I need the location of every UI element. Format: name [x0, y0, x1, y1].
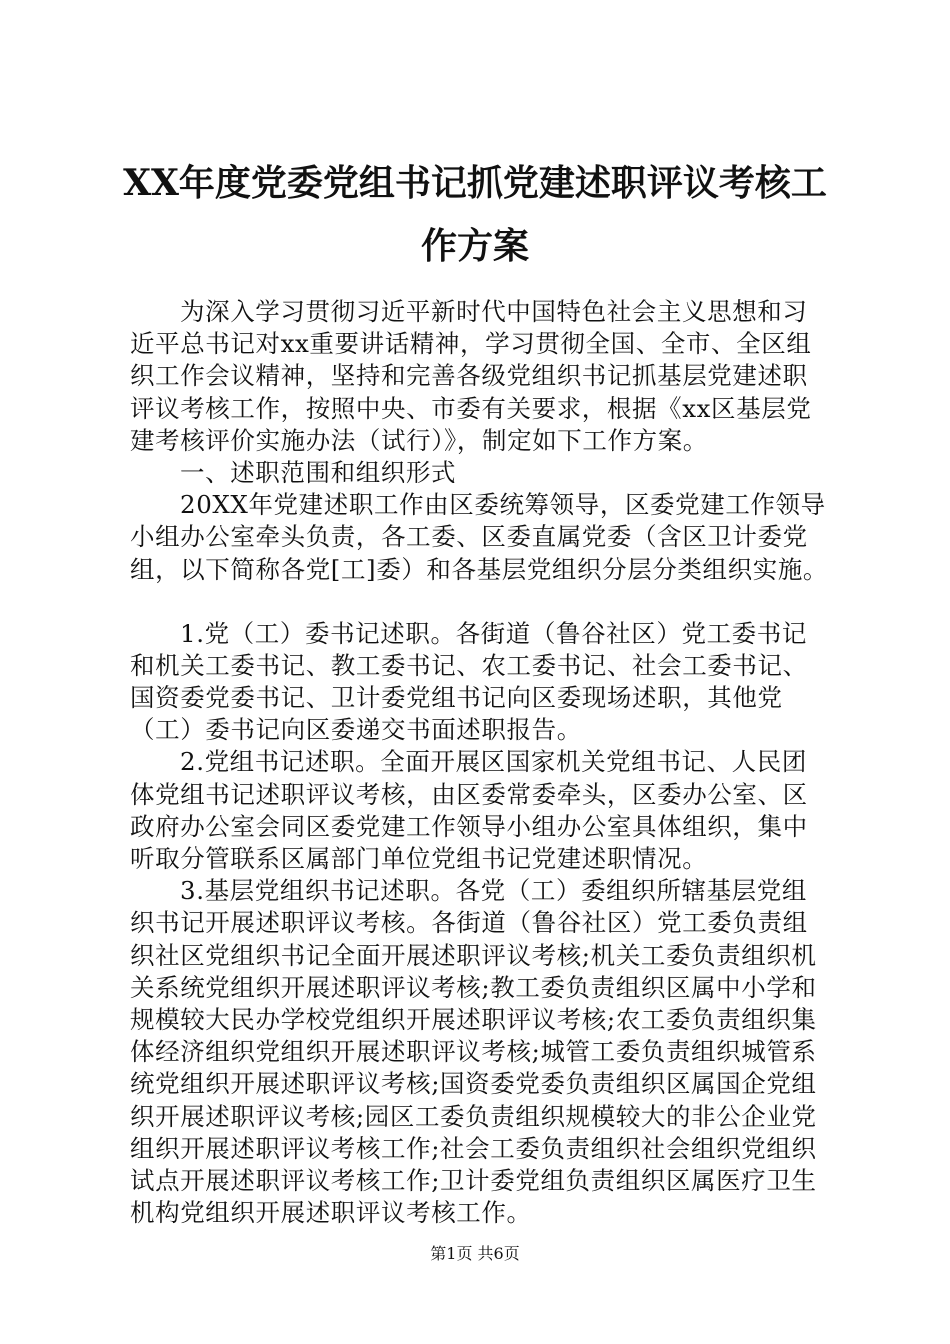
document-title-line-1: XX年度党委党组书记抓党建述职评议考核工 [123, 162, 827, 204]
paragraph-line: 试点开展述职评议考核工作;卫计委党组负责组织区属医疗卫生 [130, 1165, 817, 1195]
paragraph-line: 政府办公室会同区委党建工作领导小组办公室具体组织，集中 [130, 811, 808, 841]
paragraph-line: 20XX年党建述职工作由区委统筹领导，区委党建工作领导 [180, 490, 826, 520]
page-footer: 第1页 共6页 [430, 1244, 520, 1263]
paragraph-line: 组，以下简称各党[工]委）和各基层党组织分层分类组织实施。 [130, 554, 829, 584]
paragraph-line: 关系统党组织开展述职评议考核;教工委负责组织区属中小学和 [130, 972, 817, 1002]
paragraph-line: 织工作会议精神，坚持和完善各级党组织书记抓基层党建述职 [130, 361, 808, 391]
paragraph-line: 组织开展述职评议考核工作;社会工委负责组织社会组织党组织 [130, 1133, 817, 1163]
paragraph-line: 体经济组织党组织开展述职评议考核;城管工委负责组织城管系 [130, 1037, 817, 1067]
paragraph-line: 听取分管联系区属部门单位党组书记党建述职情况。 [130, 844, 708, 873]
document-title-line-2: 作方案 [420, 225, 529, 267]
section-heading: 一、述职范围和组织形式 [180, 457, 457, 487]
paragraph-line: （工）委书记向区委递交书面述职报告。 [130, 715, 582, 745]
paragraph-line: 机构党组织开展述职评议考核工作。 [130, 1198, 532, 1228]
paragraph-line: 小组办公室牵头负责，各工委、区委直属党委（含区卫计委党 [130, 522, 808, 552]
paragraph-line: 织社区党组织书记全面开展述职评议考核;机关工委负责组织机 [130, 940, 817, 970]
paragraph-line: 为深入学习贯彻习近平新时代中国特色社会主义思想和习 [180, 297, 808, 326]
paragraph-line: 织书记开展述职评议考核。各街道（鲁谷社区）党工委负责组 [130, 908, 808, 938]
paragraph-line: 统党组织开展述职评议考核;国资委党委负责组织区属国企党组 [130, 1069, 817, 1099]
paragraph-line: 2.党组书记述职。全面开展区国家机关党组书记、人民团 [180, 747, 807, 777]
document-body [130, 296, 830, 1229]
paragraph-line: 1.党（工）委书记述职。各街道（鲁谷社区）党工委书记 [180, 618, 807, 648]
paragraph-line: 3.基层党组织书记述职。各党（工）委组织所辖基层党组 [180, 876, 807, 906]
paragraph-line: 织开展述职评议考核;园区工委负责组织规模较大的非公企业党 [130, 1101, 817, 1131]
paragraph-line: 和机关工委书记、教工委书记、农工委书记、社会工委书记、 [130, 650, 808, 680]
paragraph-line: 国资委党委书记、卫计委党组书记向区委现场述职，其他党 [130, 683, 783, 713]
paragraph-line: 建考核评价实施办法（试行）》，制定如下工作方案。 [130, 425, 708, 455]
paragraph-line: 近平总书记对xx重要讲话精神，学习贯彻全国、全市、全区组 [130, 329, 812, 359]
paragraph-line: 体党组书记述职评议考核，由区委常委牵头，区委办公室、区 [130, 779, 808, 809]
paragraph-spacer [130, 586, 830, 618]
paragraph-line: 评议考核工作，按照中央、市委有关要求，根据《xx区基层党 [130, 393, 812, 423]
paragraph-line: 规模较大民办学校党组织开展述职评议考核;农工委负责组织集 [130, 1004, 817, 1034]
